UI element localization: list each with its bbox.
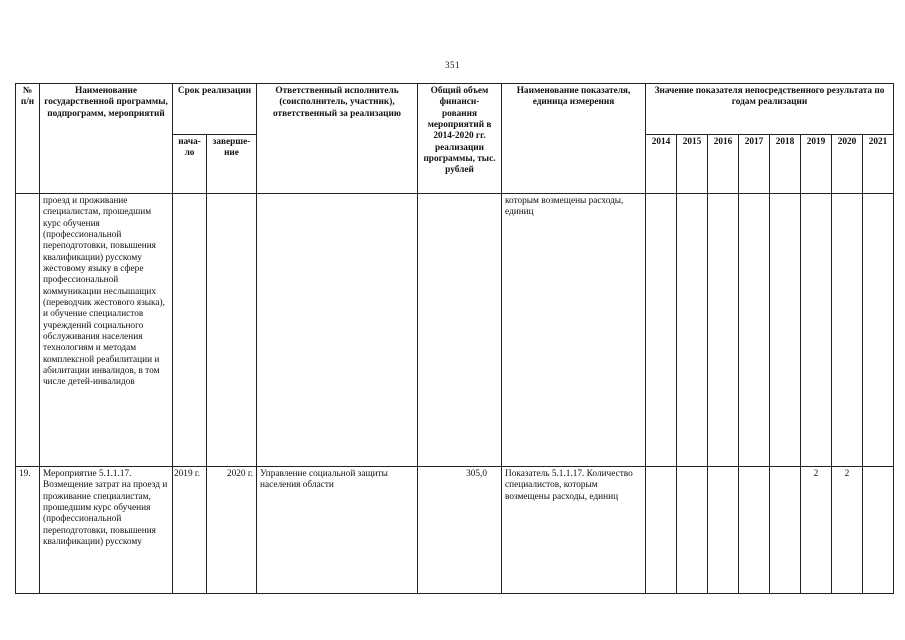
row-value-2017 (739, 194, 770, 467)
row-indicator: Показатель 5.1.1.17. Количество специалистов, которым возмещены расходы, единиц (502, 467, 646, 594)
row-value-2018 (770, 194, 801, 467)
row-name: Мероприятие 5.1.1.17. Возмещение затрат на проезд и проживание специалистам, прошедшим курс обучения (профессиональной переподготовки, повышения квалификации) русскому (40, 467, 173, 594)
header-volume: Общий объем финанси- рования мероприятий в 2014-2020 гг. реализации программы, тыс. рублей (418, 84, 502, 194)
program-table (15, 83, 894, 594)
row-volume (418, 194, 502, 467)
header-year-2017: 2017 (739, 135, 770, 194)
header-name: Наименование государственной программы, подпрограмм, мероприятий (40, 84, 173, 194)
row-value-2015 (677, 467, 708, 594)
row-value-2014 (646, 467, 677, 594)
row-volume: 305,0 (418, 467, 502, 594)
row-value-2015 (677, 194, 708, 467)
row-value-2021 (863, 194, 894, 467)
header-executor: Ответственный исполнитель (соисполнитель, участник), ответственный за реализацию (257, 84, 418, 194)
header-term-start: нача- ло (173, 135, 207, 194)
header-year-2018: 2018 (770, 135, 801, 194)
row-value-2020: 2 (832, 467, 863, 594)
header-num: № п/н (16, 84, 40, 194)
row-value-2014 (646, 194, 677, 467)
row-num (16, 194, 40, 467)
header-year-2014: 2014 (646, 135, 677, 194)
table-row (16, 467, 894, 594)
row-value-2020 (832, 194, 863, 467)
header-indicator: Наименование показателя, единица измерения (502, 84, 646, 194)
header-term: Срок реализации (173, 84, 257, 135)
row-start: 2019 г. (173, 467, 207, 594)
row-end (207, 194, 257, 467)
row-executor: Управление социальной защиты населения области (257, 467, 418, 594)
row-end: 2020 г. (207, 467, 257, 594)
row-indicator: которым возмещены расходы, единиц (502, 194, 646, 467)
header-row-1 (16, 84, 894, 135)
row-value-2018 (770, 467, 801, 594)
row-num: 19. (16, 467, 40, 594)
row-start (173, 194, 207, 467)
header-year-2015: 2015 (677, 135, 708, 194)
header-year-2020: 2020 (832, 135, 863, 194)
row-value-2016 (708, 194, 739, 467)
header-year-2016: 2016 (708, 135, 739, 194)
header-year-2019: 2019 (801, 135, 832, 194)
table-row (16, 194, 894, 467)
page-number: 351 (445, 60, 460, 70)
header-values: Значение показателя непосредственного результата по годам реализации (646, 84, 894, 135)
header-year-2021: 2021 (863, 135, 894, 194)
row-value-2017 (739, 467, 770, 594)
row-value-2021 (863, 467, 894, 594)
row-value-2016 (708, 467, 739, 594)
header-term-end: заверше- ние (207, 135, 257, 194)
row-value-2019: 2 (801, 467, 832, 594)
row-executor (257, 194, 418, 467)
row-value-2019 (801, 194, 832, 467)
row-name: проезд и проживание специалистам, прошедшим курс обучения (профессиональной переподготовки, повышения квалификации) русскому жестовому языку в сфере профессиональной коммуникации неслышащих (переводчик жестового языка), и обучение специалистов учреждений социального обслуживания населения технологиям и методам комплексной реабилитации и абилитации инвалидов, в том числе детей-инвалидов (40, 194, 173, 467)
